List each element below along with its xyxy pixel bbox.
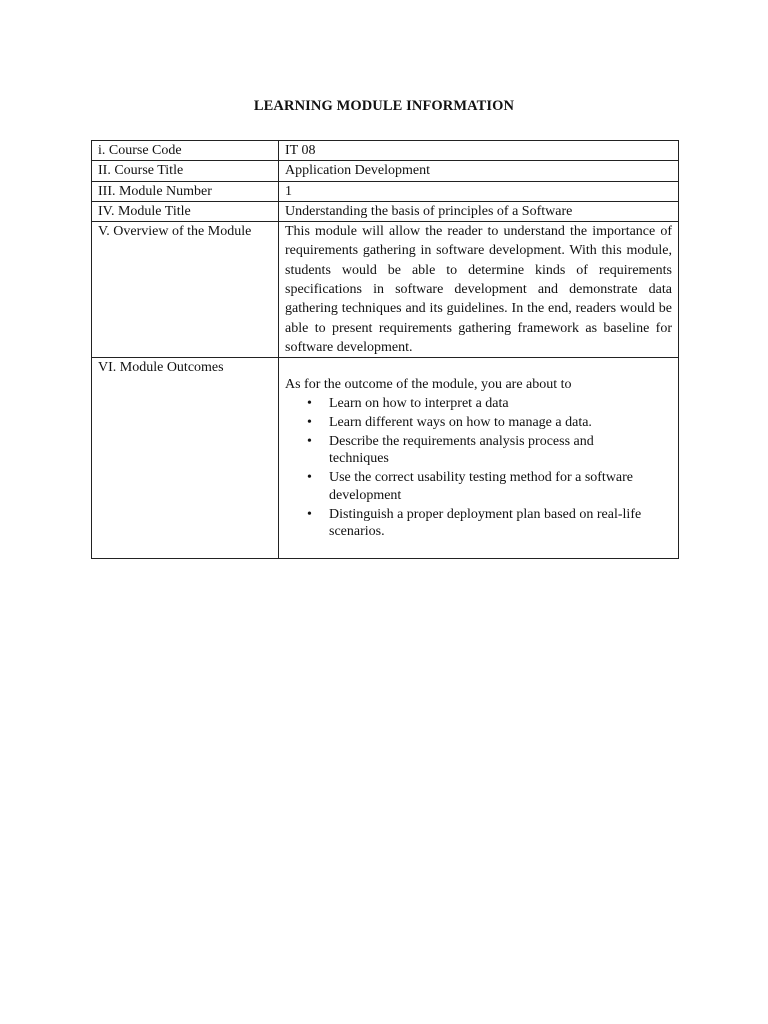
row-value-overview: This module will allow the reader to understand the importance of requirements gathering in software development. With this module, students would be able to determine kinds of requirements specifications in software development and demonstrate data gathering techniques and its guidelines. In the end, readers would be able to present requirements gathering framework as baseline for software development. — [279, 222, 679, 358]
table-row — [92, 201, 679, 221]
row-label-module-number: III. Module Number — [92, 181, 279, 201]
bullet-icon: • — [307, 506, 312, 522]
outcome-text: Use the correct usability testing method for a software development — [329, 470, 634, 503]
list-item — [307, 506, 672, 541]
page-title: LEARNING MODULE INFORMATION — [253, 98, 515, 114]
outcome-text: Distinguish a proper deployment plan based on real-life scenarios. — [329, 506, 642, 540]
list-item — [307, 414, 672, 432]
row-label-outcomes: VI. Module Outcomes — [92, 358, 279, 559]
table-row — [92, 358, 679, 559]
row-value-outcomes — [279, 358, 679, 559]
list-item — [307, 395, 672, 413]
table-row — [92, 141, 679, 161]
list-item — [307, 469, 672, 504]
outcome-text: Learn on how to interpret a data — [329, 395, 509, 411]
bullet-icon: • — [307, 414, 312, 430]
row-label-module-title: IV. Module Title — [92, 201, 279, 221]
table-row — [92, 161, 679, 181]
row-label-overview: V. Overview of the Module — [92, 222, 279, 358]
bullet-icon: • — [307, 433, 312, 449]
bullet-icon: • — [307, 470, 312, 486]
list-item — [307, 433, 597, 468]
table-row — [92, 181, 679, 201]
outcome-text: Learn different ways on how to manage a data. — [329, 414, 592, 430]
row-value-module-title: Understanding the basis of principles of a Software — [279, 201, 679, 221]
bullet-icon: • — [307, 395, 312, 411]
module-info-table — [91, 140, 679, 559]
table-row — [92, 222, 679, 358]
row-value-course-code: IT 08 — [279, 141, 679, 161]
row-value-course-title: Application Development — [279, 161, 679, 181]
outcomes-list — [285, 395, 672, 541]
row-label-course-title: II. Course Title — [92, 161, 279, 181]
outcome-text: Describe the requirements analysis process and techniques — [329, 433, 594, 467]
outcomes-intro: As for the outcome of the module, you are about to — [285, 377, 572, 393]
row-label-course-code: i. Course Code — [92, 141, 279, 161]
row-value-module-number: 1 — [279, 181, 679, 201]
